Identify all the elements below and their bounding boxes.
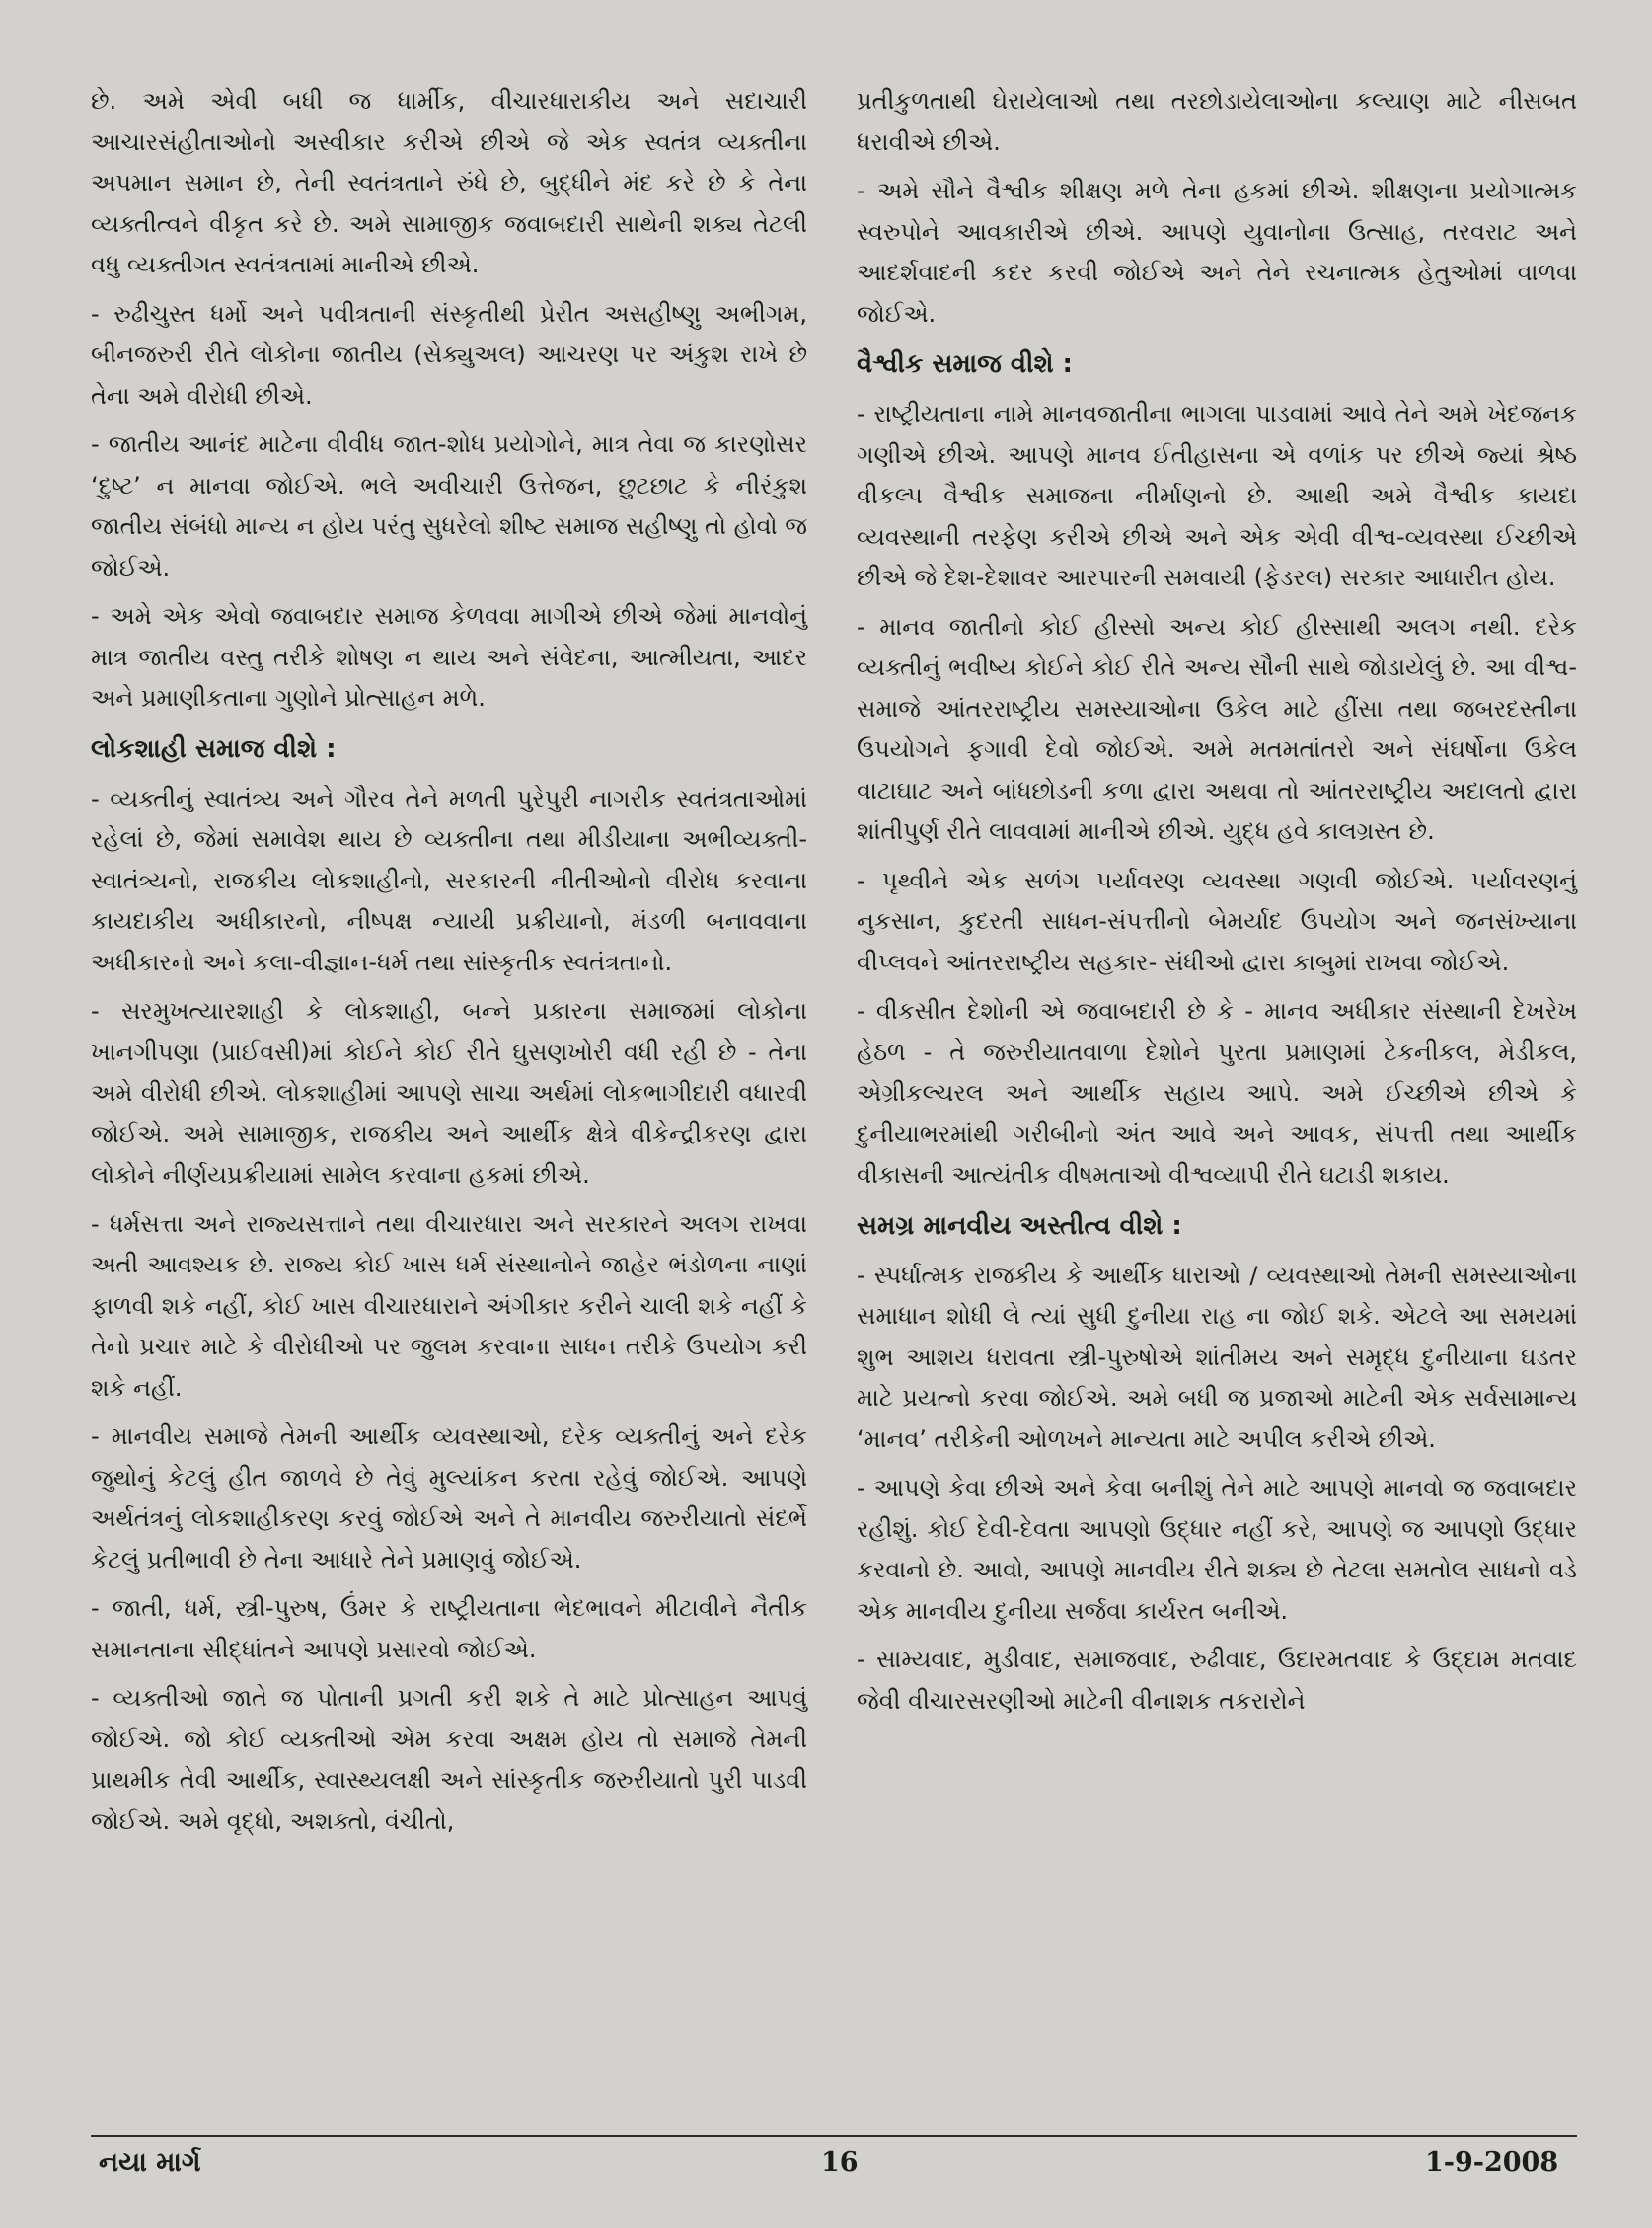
paragraph: - અમે સૌને વૈશ્વીક શીક્ષણ મળે તેના હકમાં છીએ. શીક્ષણના પ્રયોગાત્મક સ્વરુપોને આવકારીએ છીએ. આપણે યુવાનોના ઉત્સાહ, તરવરાટ અને આદર્શવાદની કદર કરવી જોઈએ અને તેને રચનાત્મક હેતુઓમાં વાળવા જોઈએ.	[857, 177, 1577, 328]
paragraph: - સરમુખત્યારશાહી કે લોકશાહી, બન્ને પ્રકારના સમાજમાં લોકોના ખાનગીપણા (પ્રાઈવસી)માં કોઈને કોઈ રીતે ઘુસણખોરી વધી રહી છે - તેના અમે વીરોધી છીએ. લોકશાહીમાં આપણે સાચા અર્થમાં લોકભાગીદારી વધારવી જોઈએ. અમે સામાજીક, રાજકીય અને આર્થીક ક્ષેત્રે વીકેન્દ્રીકરણ દ્વારા લોકોને નીર્ણયપ્રક્રીયામાં સામેલ કરવાના હકમાં છીએ.	[91, 997, 807, 1189]
right-column	[857, 81, 1577, 1729]
paragraph: - આપણે કેવા છીએ અને કેવા બનીશું તેને માટે આપણે માનવો જ જવાબદાર રહીશું. કોઈ દેવી-દેવતા આપણો ઉદ્ધાર નહીં કરે, આપણે જ આપણો ઉદ્ધાર કરવાનો છે. આવો, આપણે માનવીય રીતે શક્ય છે તેટલા સમતોલ સાધનો વડે એક માનવીય દુનીયા સર્જવા કાર્યરત બનીએ.	[857, 1474, 1577, 1625]
issue-date: 1-9-2008	[1425, 2147, 1559, 2178]
paragraph: - સ્પર્ધાત્મક રાજકીય કે આર્થીક ધારાઓ / વ્યવસ્થાઓ તેમની સમસ્યાઓના સમાધાન શોધી લે ત્યાં સુધી દુનીયા રાહ ના જોઈ શકે. એટલે આ સમયમાં શુભ આશય ધરાવતા સ્ત્રી-પુરુષોએ શાંતીમય અને સમૃદ્ધ દુનીયાના ઘડતર માટે પ્રયત્નો કરવા જોઈએ. અમે બધી જ પ્રજાઓ માટેની એક સર્વસામાન્ય ‘માનવ’ તરીકેની ઓળખને માન્યતા માટે અપીલ કરીએ છીએ.	[857, 1261, 1577, 1453]
paragraph: - જાતી, ધર્મ, સ્ત્રી-પુરુષ, ઉંમર કે રાષ્ટ્રીયતાના ભેદભાવને મીટાવીને નૈતીક સમાનતાના સીદ્ધાંતને આપણે પ્રસારવો જોઈએ.	[91, 1594, 807, 1663]
paragraph: - રુઢીચુસ્ત ધર્મો અને પવીત્રતાની સંસ્કૃતીથી પ્રેરીત અસહીષ્ણુ અભીગમ, બીનજરુરી રીતે લોકોના જાતીય (સેક્યુઅલ) આચરણ પર અંકુશ રાખે છે તેના અમે વીરોધી છીએ.	[91, 299, 807, 410]
paragraph: - ધર્મસત્તા અને રાજ્યસત્તાને તથા વીચારધારા અને સરકારને અલગ રાખવા અતી આવશ્યક છે. રાજ્ય કોઈ ખાસ ધર્મ સંસ્થાનોને જાહેર ભંડોળના નાણાં ફાળવી શકે નહીં, કોઈ ખાસ વીચારધારાને અંગીકાર કરીને ચાલી શકે નહીં કે તેનો પ્રચાર માટે કે વીરોધીઓ પર જુલમ કરવાના સાધન તરીકે ઉપયોગ કરી શકે નહીં.	[91, 1209, 807, 1402]
paragraph: - જાતીય આનંદ માટેના વીવીધ જાત-શોધ પ્રયોગોને, માત્ર તેવા જ કારણોસર ‘દુષ્ટ’ ન માનવા જોઈએ. ભલે અવીચારી ઉત્તેજન, છુટછાટ કે નીરંકુશ જાતીય સંબંધો માન્ય ન હોય પરંતુ સુધરેલો શીષ્ટ સમાજ સહીષ્ણુ તો હોવો જ જોઈએ.	[91, 430, 807, 581]
section-heading: લોકશાહી સમાજ વીશે :	[91, 733, 337, 764]
section-heading: વૈશ્વીક સમાજ વીશે :	[857, 349, 1073, 379]
paragraph: પ્રતીકુળતાથી ઘેરાયેલાઓ તથા તરછોડાયેલાઓના કલ્યાણ માટે નીસબત ધરાવીએ છીએ.	[857, 87, 1577, 156]
footer-rule	[91, 2135, 1577, 2137]
left-column	[91, 81, 807, 1850]
paragraph: - માનવ જાતીનો કોઈ હીસ્સો અન્ય કોઈ હીસ્સાથી અલગ નથી. દરેક વ્યક્તીનું ભવીષ્ય કોઈને કોઈ રીતે અન્ય સૌની સાથે જોડાયેલું છે. આ વીશ્વ-સમાજે આંતરરાષ્ટ્રીય સમસ્યાઓના ઉકેલ માટે હીંસા તથા જબરદસ્તીના ઉપયોગને ફગાવી દેવો જોઈએ. અમે મતમતાંતરો અને સંઘર્ષોના ઉકેલ વાટાઘાટ અને બાંધછોડની કળા દ્વારા અથવા તો આંતરરાષ્ટ્રીય અદાલતો દ્વારા શાંતીપુર્ણ રીતે લાવવામાં માનીએ છીએ. યુદ્ધ હવે કાલગ્રસ્ત છે.	[857, 612, 1577, 845]
paragraph: - વીકસીત દેશોની એ જવાબદારી છે કે - માનવ અધીકાર સંસ્થાની દેખરેખ હેઠળ - તે જરુરીયાતવાળા દેશોને પુરતા પ્રમાણમાં ટેકનીકલ, મેડીકલ, એગ્રીકલ્ચરલ અને આર્થીક સહાય આપે. અમે ઈચ્છીએ છીએ કે દુનીયાભરમાંથી ગરીબીનો અંત આવે અને આવક, સંપત્તી તથા આર્થીક વીકાસની આત્યંતીક વીષમતાઓ વીશ્વવ્યાપી રીતે ઘટાડી શકાય.	[857, 997, 1577, 1189]
paragraph: - સામ્યવાદ, મુડીવાદ, સમાજવાદ, રુઢીવાદ, ઉદારમતવાદ કે ઉદ્દામ મતવાદ જેવી વીચારસરણીઓ માટેની વીનાશક તકરારોને	[857, 1646, 1577, 1715]
paragraph: - વ્યક્તીનું સ્વાતંત્ર્ય અને ગૌરવ તેને મળતી પુરેપુરી નાગરીક સ્વતંત્રતાઓમાં રહેલાં છે, જેમાં સમાવેશ થાય છે વ્યક્તીના તથા મીડીયાના અભીવ્યક્તી- સ્વાતંત્ર્યનો, રાજકીય લોકશાહીનો, સરકારની નીતીઓનો વીરોધ કરવાના કાયદાકીય અધીકારનો, નીષ્પક્ષ ન્યાયી પ્રક્રીયાનો, મંડળી બનાવવાના અધીકારનો અને કલા-વીજ્ઞાન-ધર્મ તથા સાંસ્કૃતીક સ્વતંત્રતાનો.	[91, 784, 807, 976]
paragraph: - પૃથ્વીને એક સળંગ પર્યાવરણ વ્યવસ્થા ગણવી જોઈએ. પર્યાવરણનું નુકસાન, કુદરતી સાધન-સંપત્તીનો બેમર્યાદ ઉપયોગ અને જનસંખ્યાના વીપ્લવને આંતરરાષ્ટ્રીય સહકાર- સંધીઓ દ્વારા કાબુમાં રાખવા જોઈએ.	[857, 866, 1577, 976]
paragraph: - અમે એક એવો જવાબદાર સમાજ કેળવવા માગીએ છીએ જેમાં માનવોનું માત્ર જાતીય વસ્તુ તરીકે શોષણ ન થાય અને સંવેદના, આત્મીયતા, આદર અને પ્રમાણીકતાના ગુણોને પ્રોત્સાહન મળે.	[91, 602, 807, 712]
publication-name: નયા માર્ગ	[99, 2147, 201, 2178]
paragraph: છે. અમે એવી બધી જ ધાર્મીક, વીચારધારાકીય અને સદાચારી આચારસંહીતાઓનો અસ્વીકાર કરીએ છીએ જે એક સ્વતંત્ર વ્યક્તીના અપમાન સમાન છે, તેની સ્વતંત્રતાને રુંધે છે, બુદ્ધીને મંદ કરે છે કે તેના વ્યક્તીત્વને વીકૃત કરે છે. અમે સામાજીક જવાબદારી સાથેની શક્ય તેટલી વધુ વ્યક્તીગત સ્વતંત્રતામાં માનીએ છીએ.	[91, 87, 807, 278]
paragraph: - રાષ્ટ્રીયતાના નામે માનવજાતીના ભાગલા પાડવામાં આવે તેને અમે ખેદજનક ગણીએ છીએ. આપણે માનવ ઈતીહાસના એ વળાંક પર છીએ જ્યાં શ્રેષ્ઠ વીકલ્પ વૈશ્વીક સમાજના નીર્માણનો છે. આથી અમે વૈશ્વીક કાયદા વ્યવસ્થાની તરફેણ કરીએ છીએ અને એક એવી વીશ્વ-વ્યવસ્થા ઈચ્છીએ છીએ જે દેશ-દેશાવર આરપારની સમવાયી (ફેડરલ) સરકાર આધારીત હોય.	[857, 400, 1577, 591]
paragraph: - માનવીય સમાજે તેમની આર્થીક વ્યવસ્થાઓ, દરેક વ્યક્તીનું અને દરેક જુથોનું કેટલું હીત જાળવે છે તેવું મુલ્યાંકન કરતા રહેવું જોઈએ. આપણે અર્થતંત્રનું લોકશાહીકરણ કરવું જોઈએ અને તે માનવીય જરુરીયાતો સંદર્ભે કેટલું પ્રતીભાવી છે તેના આધારે તેને પ્રમાણવું જોઈએ.	[91, 1422, 807, 1574]
section-heading: સમગ્ર માનવીય અસ્તીત્વ વીશે :	[857, 1210, 1182, 1241]
paragraph: - વ્યક્તીઓ જાતે જ પોતાની પ્રગતી કરી શકે તે માટે પ્રોત્સાહન આપવું જોઈએ. જો કોઈ વ્યક્તીઓ એમ કરવા અક્ષમ હોય તો સમાજે તેમની પ્રાથમીક તેવી આર્થીક, સ્વાસ્થ્યલક્ષી અને સાંસ્કૃતીક જરુરીયાતો પુરી પાડવી જોઈએ. અમે વૃદ્ધો, અશક્તો, વંચીતો,	[91, 1684, 807, 1835]
page-number: 16	[821, 2147, 859, 2178]
